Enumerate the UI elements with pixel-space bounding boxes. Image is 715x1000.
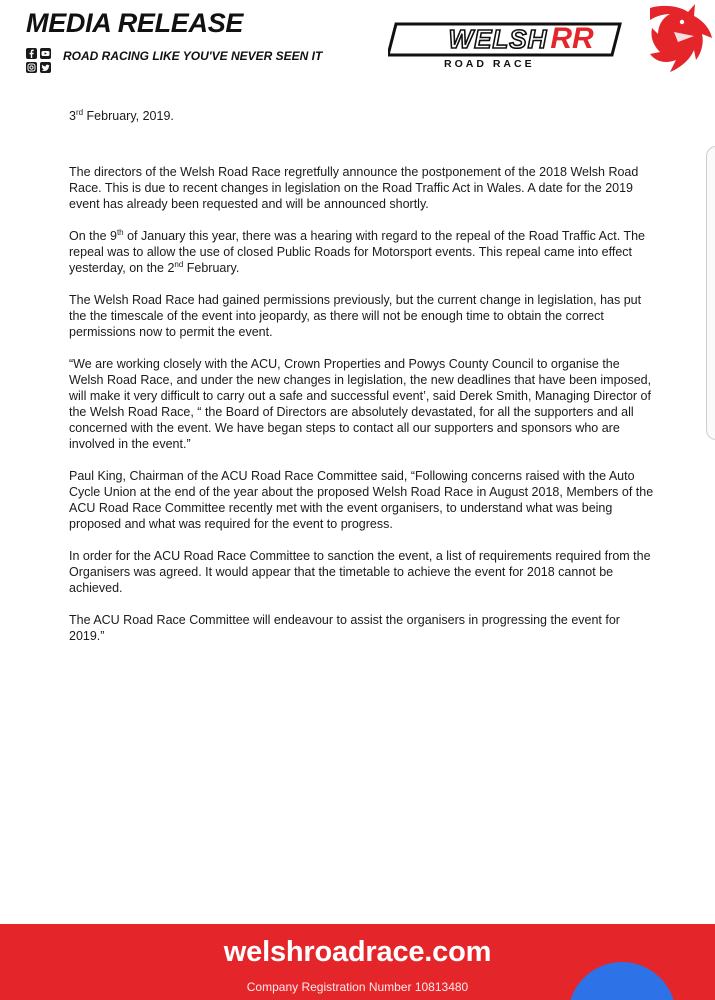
welsh-rr-wordmark: [388, 22, 620, 55]
svg-text:WELSH: WELSH: [448, 24, 548, 54]
logo-subtitle: ROAD RACE: [444, 58, 535, 70]
svg-text:RR: RR: [550, 22, 594, 55]
paragraph-director-quote: “We are working closely with the ACU, Crown Properties and Powys County Council to organise the Welsh Road Race, and under the new changes in legislation, the new deadlines that have been imposed, will make it very difficult to carry out a safe and successful event’, said Derek Smith, Managing Director of the Welsh Road Race, “ the Board of Directors are absolutely devastated, for all the supporters and all concerned with the event. We have began steps to contact all our supporters and sponsors who are involved in the event.”: [69, 357, 652, 451]
paragraph-acu-statement: Paul King, Chairman of the ACU Road Race Committee said, “Following concerns raised with the Auto Cycle Union at the end of the year about the proposed Welsh Road Race in August 2018, Members of the ACU Road Race Committee recently met with the event organisers, to understand what was being proposed and what was required for the event to progress.: [69, 469, 654, 531]
media-release-title: MEDIA RELEASE: [26, 8, 244, 38]
paragraph-postponement: The directors of the Welsh Road Race regretfully announce the postponement of the 2018 Welsh Road Race. This is due to recent changes in legislation on the Road Traffic Act in Wales. A date for the 2019 event has already been requested and will be announced shortly.: [69, 165, 639, 211]
youtube-icon[interactable]: [40, 48, 51, 59]
tagline: ROAD RACING LIKE YOU'VE NEVER SEEN IT: [63, 49, 323, 63]
twitter-icon[interactable]: [40, 62, 51, 73]
release-date: 3rd February, 2019.: [69, 107, 174, 123]
letterhead: [0, 0, 715, 100]
company-registration: Company Registration Number 10813480: [246, 980, 469, 994]
facebook-icon[interactable]: [26, 48, 37, 59]
instagram-icon[interactable]: [26, 62, 37, 73]
welsh-rr-logo: [388, 2, 715, 80]
paragraph-requirements: In order for the ACU Road Race Committee to sanction the event, a list of requirements required from the Organisers was agreed. It would appear that the timetable to achieve the event for 2018 cannot be achieved.: [69, 549, 651, 595]
edge-panel-handle[interactable]: [706, 146, 715, 440]
paragraph-closing: The ACU Road Race Committee will endeavour to assist the organisers in progressing the event for 2019.”: [69, 613, 620, 643]
paragraph-repeal: On the 9th of January this year, there was a hearing with regard to the repeal of the Road Traffic Act. The repeal was to allow the use of closed Public Roads for Motorsport events. This repeal came into effect yesterday, on the 2nd February.: [69, 227, 645, 275]
paragraph-permissions: The Welsh Road Race had gained permissions previously, but the current change in legislation, has put the the timescale of the event into jeopardy, as there will not be enough time to obtain the correct permissions now to permit the event.: [69, 293, 642, 339]
press-release-body: [69, 108, 654, 660]
footer-banner: [0, 924, 715, 1000]
website-link[interactable]: welshroadrace.com: [223, 936, 492, 968]
dragon-icon: [650, 4, 712, 72]
social-icons: [26, 48, 52, 76]
